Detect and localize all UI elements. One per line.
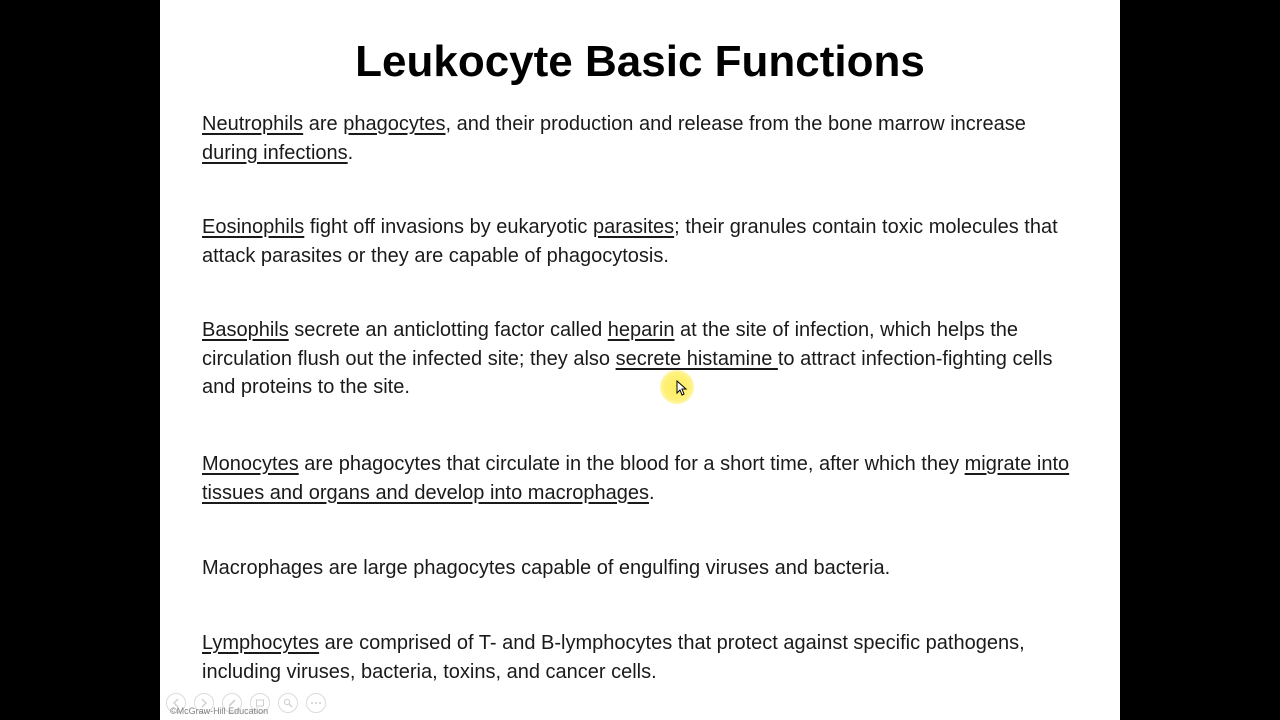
paragraph-eosinophils (202, 213, 1082, 270)
text-span: are phagocytes that circulate in the blood for a short time, after which they (298, 453, 965, 475)
term-during-infections: during infections (202, 141, 348, 164)
paragraph-macrophages: Macrophages are large phagocytes capable of engulfing viruses and bacteria. (202, 557, 891, 579)
term-migrate-macrophages: migrate into tissues and organs and develop into macrophages (202, 453, 1070, 504)
text-span: . (648, 481, 655, 504)
term-parasites: parasites (592, 216, 675, 238)
term-neutrophils: Neutrophils (202, 113, 304, 135)
term-eosinophils: Eosinophils (202, 216, 305, 238)
zoom-icon[interactable] (278, 693, 298, 713)
copyright-notice: ©McGraw-Hill Education (170, 706, 269, 716)
text-span: secrete an anticlotting factor called (288, 319, 608, 341)
text-span: are (303, 113, 344, 135)
text-span: . (347, 141, 354, 164)
more-icon[interactable] (306, 693, 326, 713)
slide (160, 0, 1120, 720)
paragraph-monocytes (202, 450, 1082, 507)
mouse-cursor-icon (676, 380, 688, 396)
text-span: at the site of infection, which helps the circulation flush out the infected site; they also (202, 319, 1019, 370)
term-phagocytes: phagocytes (343, 113, 446, 135)
text-span: are comprised of T- and B-lymphocytes that protect against specific pathogens, including viruses, bacteria, toxins, and cancer cells. (202, 632, 1025, 683)
text-span: ; their granules contain toxic molecules that attack parasites or they are capable of phagocytosis. (202, 216, 1058, 267)
term-heparin: heparin (607, 319, 675, 341)
paragraph-basophils (202, 316, 1082, 402)
text-span: to attract infection-fighting cells and proteins to the site. (202, 347, 1053, 399)
paragraph-neutrophils (202, 110, 1082, 167)
text-span: fight off invasions by eukaryotic (304, 216, 593, 238)
paragraph-lymphocytes (202, 629, 1082, 686)
term-basophils: Basophils (202, 319, 289, 341)
term-secrete-histamine: secrete histamine (615, 347, 778, 370)
text-span: , and their production and release from the bone marrow increase (445, 113, 1026, 135)
slide-title: Leukocyte Basic Functions (355, 37, 925, 86)
term-lymphocytes: Lymphocytes (202, 632, 320, 654)
term-monocytes: Monocytes (202, 453, 299, 475)
